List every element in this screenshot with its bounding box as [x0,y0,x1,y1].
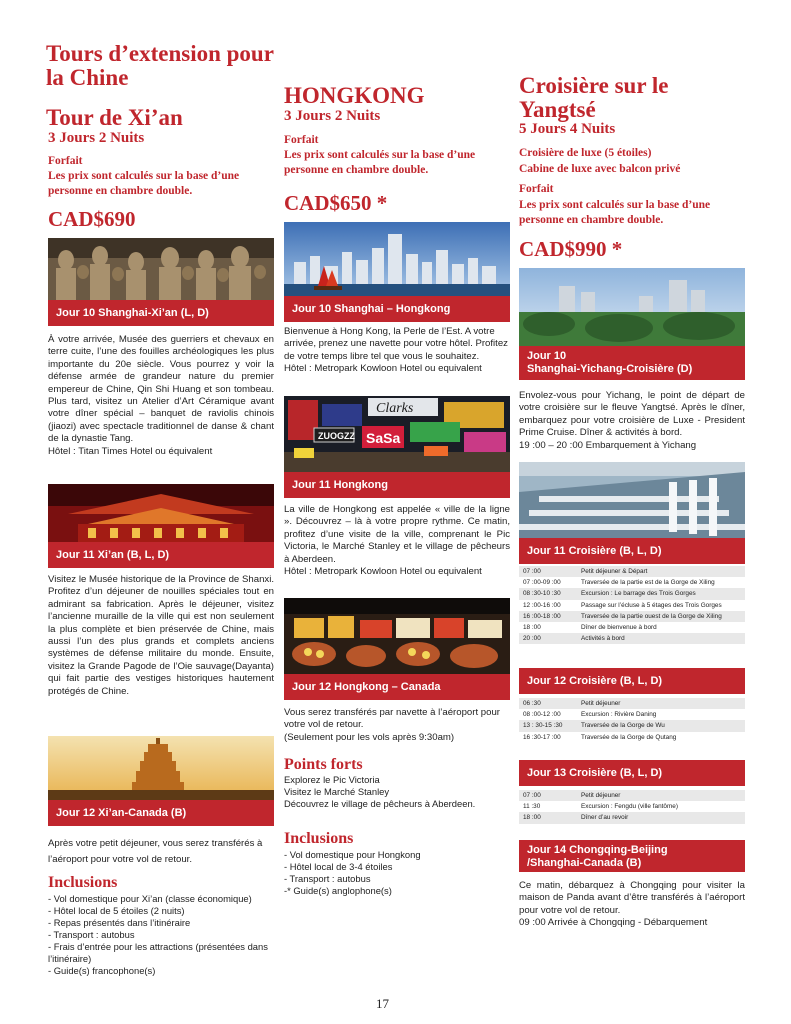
yangtze-day10-bar-line2: Shanghai-Yichang-Croisière (D) [527,363,693,375]
yangtze-day14-bar-line1: Jour 14 Chongqing-Beijing [527,844,668,856]
tang-palace-photo [48,484,274,542]
xian-inclusions-title: Inclusions [48,874,118,891]
schedule-activity: Passage sur l’écluse à 5 étages des Trois Gorges [581,601,722,609]
hongkong-day12-note: (Seulement pour les vols après 9:30am) [284,731,455,743]
hongkong-price: CAD$650 * [284,191,388,215]
list-item: - Hôtel local de 5 étoiles (2 nuits) [48,905,185,916]
schedule-activity: Dîner d’au revoir [577,812,745,823]
xian-day11-bar: Jour 11 Xi’an (B, L, D) [48,542,274,568]
column-hongkong [284,0,510,1024]
yangtze-title: Croisière sur le Yangtsé [519,73,669,122]
hongkong-day11-bar: Jour 11 Hongkong [284,472,510,498]
table-row [519,790,745,801]
yangtze-day11-bar: Jour 11 Croisière (B, L, D) [519,538,745,564]
yangtze-cruise-line2: Cabine de luxe avec balcon privé [519,163,681,175]
hongkong-day11-description: La ville de Hongkong est appelée « ville de la ligne ». Découvrez – là à votre propre rythme. Ce matin, profitez d’une visite de la ville, comprenant le Pic Victoria, le Marché Stanley et le village de pêcheurs à Aberdeen. [284,504,510,565]
table-row [519,611,745,622]
yangtze-day10-time: 19 :00 – 20 :00 Embarquement à Yichang [519,439,697,451]
hongkong-day12-text [284,707,510,744]
yangtze-cruise-line1: Croisière de luxe (5 étoiles) [519,147,652,159]
list-item: - Repas présentés dans l’itinéraire [48,917,191,928]
schedule-time: 16 :00-18 :00 [519,611,577,622]
yangtze-day13-bar: Jour 13 Croisière (B, L, D) [519,760,745,786]
schedule-activity: Petit déjeuner [577,790,745,801]
list-item: Explorez le Pic Victoria [284,774,380,785]
table-row [519,812,745,823]
hongkong-day11-text [284,504,510,578]
schedule-activity: Dîner de bienvenue à bord [581,624,657,632]
table-row [519,633,745,644]
table-row [519,622,745,633]
column-yangtze [519,0,745,1024]
yangtze-day14-bar [519,840,745,872]
schedule-activity: Excursion : Le barrage des Trois Gorges [577,588,745,599]
list-item: - Guide(s) francophone(s) [48,965,156,976]
schedule-time: 16 :30-17 :00 [523,733,561,741]
list-item: Visitez le Marché Stanley [284,786,390,797]
hongkong-day10-description: Bienvenue à Hong Kong, la Perle de l’Est. A votre arrivée, prenez une navette pour votre hôtel. Profitez de votre temps libre tel que vous le souhaitez. [284,326,508,362]
list-item: - Vol domestique pour Hongkong [284,849,421,860]
list-item: - Transport : autobus [48,929,135,940]
hongkong-day11-hotel: Hôtel : Metropark Kowloon Hotel ou equivalent [284,566,482,578]
yichang-city-photo [519,268,745,346]
yangtze-day14-time: 09 :00 Arrivée à Chongqing - Débarquement [519,917,708,929]
terracotta-warriors-photo [48,238,274,300]
schedule-activity: Traversée de la partie est de la Gorge de Xiling [581,579,715,587]
list-item: -* Guide(s) anglophone(s) [284,885,392,896]
schedule-time: 18 :00 [519,812,577,823]
table-row [519,566,745,577]
yangtze-day10-bar [519,346,745,380]
sign-sasa: SaSa [366,430,401,446]
street-food-photo [284,598,510,674]
schedule-time: 18 :00 [523,624,541,632]
hongkong-inclusions-list [284,849,510,897]
hongkong-highlights-list [284,774,510,810]
hongkong-inclusions-title: Inclusions [284,830,354,847]
yangtze-duration: 5 Jours 4 Nuits [519,121,616,137]
list-item: - Frais d’entrée pour les attractions (présentées dans l’itinéraire) [48,941,268,964]
xian-day11-text: Visitez le Musée historique de la Province de Shanxi. Profitez d’un déjeuner de nouilles spéciales tout en admirant sa fabrication. Après le déjeuner, visitez l’ancienne muraille de la ville qui est non seulement la plus complète et bien préservée de Chine, mais aussi l’un des plus grands et complets anciens systèmes de défense militaire du monde. Ensuite, visitez la Grande Pagode de l’Oie sauvage(Dayanta) qui fait partie des vestiges historiques hautement protégés de Chine. [48,574,274,697]
xian-day10-bar: Jour 10 Shanghai-Xi’an (L, D) [48,300,274,326]
yangtze-day10-bar-line1: Jour 10 [527,350,567,362]
xian-day10-description: À votre arrivée, Musée des guerriers et chevaux en terre cuite, l’une des fouilles archéologiques les plus importante du 20e siècle. Vous pourrez y voir la défense armée de grandeur nature du premier empereur de Chine, Qin Shi Huang et son tombeau. Plus tard, visitez un Atelier d’Art Céramique avant votre dîner spécial – banquet de raviolis chinois (jiaozi) avec spectacle traditionnel de danse & chant de la dynastie Tang. [48,334,274,445]
xian-forfait-label: Forfait [48,155,83,167]
three-gorges-dam-photo [519,462,745,538]
yangtze-day14-bar-line2: /Shanghai-Canada (B) [527,857,642,869]
schedule-time: 07 :00 [519,790,577,801]
sign-zuoggz: ZUOGZZ [318,431,355,441]
page-title: Tours d’extension pour la Chine [46,41,274,90]
schedule-time: 07 :00 [519,566,577,577]
list-item: - Hôtel local de 3-4 étoiles [284,861,393,872]
schedule-activity: Traversée de la Gorge de Wu [577,720,745,731]
table-row [519,698,745,709]
yangtze-day11-schedule [519,566,745,644]
hongkong-day10-hotel: Hôtel : Metropark Kowloon Hotel ou equivalent [284,363,482,375]
schedule-time: 07 :00-09 :00 [523,579,561,587]
yangtze-day13-schedule [519,790,745,824]
wild-goose-pagoda-photo [48,736,274,800]
list-item: - Transport : autobus [284,873,371,884]
yangtze-forfait-note: Les prix sont calculés sur la base d’une personne en chambre double. [519,199,711,226]
yangtze-day12-schedule [519,698,745,743]
schedule-activity: Traversée de la partie ouest de la Gorge de Xiling [577,611,745,622]
hongkong-duration: 3 Jours 2 Nuits [284,108,381,124]
xian-forfait-note: Les prix sont calculés sur la base d’une personne en chambre double. [48,170,240,197]
table-row [519,720,745,731]
list-item: Découvrez le village de pêcheurs à Aberdeen. [284,798,476,809]
yangtze-forfait-label: Forfait [519,183,554,195]
xian-duration: 3 Jours 2 Nuits [48,130,145,146]
schedule-activity: Activités à bord [577,633,745,644]
hongkong-forfait-note: Les prix sont calculés sur la base d’une personne en chambre double. [284,149,476,176]
schedule-time: 08 :30-10 :30 [519,588,577,599]
schedule-activity: Petit déjeuner & Départ [577,566,745,577]
table-row [519,600,745,611]
xian-day12-text: Après votre petit déjeuner, vous serez transférés à l’aéroport pour votre vol de retour. [48,838,263,865]
schedule-time: 06 :30 [519,698,577,709]
schedule-activity: Excursion : Fengdu (ville fantôme) [581,803,678,811]
xian-price: CAD$690 [48,207,136,231]
xian-inclusions-list [48,893,276,977]
hongkong-day10-text [284,326,510,376]
column-xian [46,0,274,1024]
xian-day10-hotel: Hôtel : Titan Times Hotel ou équivalent [48,445,213,457]
hongkong-forfait-label: Forfait [284,134,319,146]
yangtze-price: CAD$990 * [519,237,623,261]
table-row [519,801,745,812]
yangtze-day10-text [519,390,745,452]
yangtze-day12-bar: Jour 12 Croisière (B, L, D) [519,668,745,694]
schedule-time: 20 :00 [519,633,577,644]
xian-tour-title: Tour de Xi’an [46,105,183,130]
schedule-activity: Traversée de la Gorge de Qutang [581,733,677,741]
hongkong-day12-bar: Jour 12 Hongkong – Canada [284,674,510,700]
hongkong-street-photo [284,396,510,472]
xian-day12-bar: Jour 12 Xi’an-Canada (B) [48,800,274,826]
schedule-time: 12 :00-16 :00 [523,601,561,609]
yangtze-day14-description: Ce matin, débarquez à Chongqing pour visiter la maison de Panda avant d’être transférés à l’aéroport pour votre vol de retour. [519,880,745,916]
schedule-time: 11 :30 [523,803,541,811]
schedule-activity: Excursion : Rivière Daning [581,711,657,719]
sign-clarks: Clarks [376,401,414,416]
hongkong-skyline-photo [284,222,510,296]
schedule-time: 08 :00-12 :00 [523,711,561,719]
page-number: 17 [376,996,389,1011]
yangtze-day14-text [519,880,745,930]
table-row [519,588,745,599]
hongkong-highlights-title: Points forts [284,756,363,773]
hongkong-day12-description: Vous serez transférés par navette à l’aéroport pour votre vol de retour. [284,707,500,731]
schedule-time: 13 : 30-15 :30 [519,720,577,731]
hongkong-title: HONGKONG [284,83,425,108]
table-row [519,732,745,743]
xian-day10-text [48,334,274,458]
schedule-activity: Petit déjeuner [577,698,745,709]
list-item: - Vol domestique pour Xi’an (classe économique) [48,893,252,904]
table-row [519,709,745,720]
yangtze-day10-description: Envolez-vous pour Yichang, le point de départ de votre croisière sur le fleuve Yangtsé. Après le dîner, embarquez pour votre croisière de Luxe - President Prime Cruise. Dîner & activités à bord. [519,390,745,439]
table-row [519,577,745,588]
hongkong-day10-bar: Jour 10 Shanghai – Hongkong [284,296,510,322]
